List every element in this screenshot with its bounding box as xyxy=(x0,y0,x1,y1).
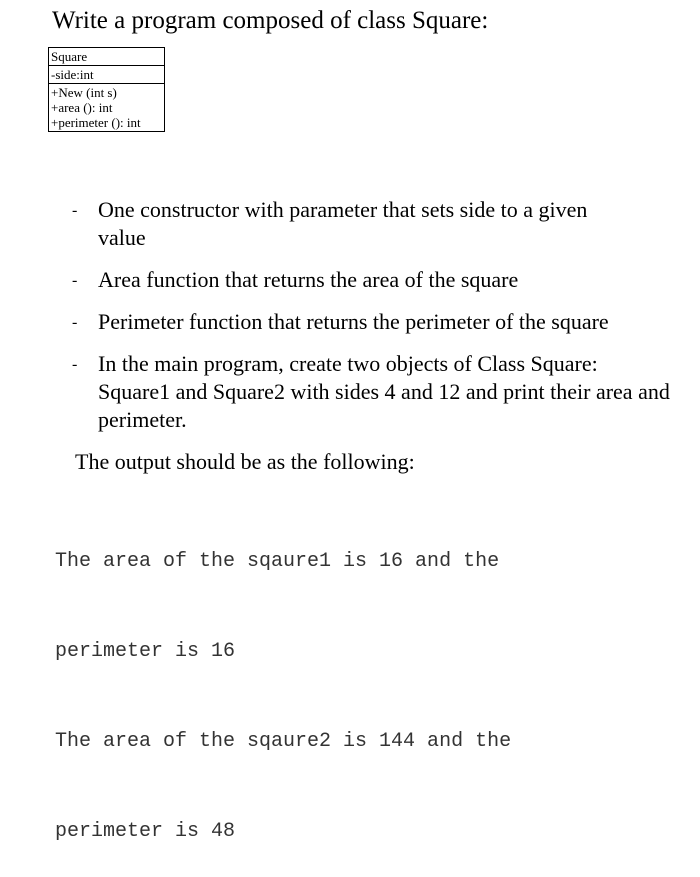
bullet-dash: - xyxy=(72,314,78,331)
output-line: The area of the sqaure1 is 16 and the xyxy=(55,550,500,573)
requirement-text: In the main program, create two objects of Class Square: Square1 and Square2 with sides 4 and 12 and print their area and perimeter. xyxy=(98,350,672,434)
uml-method: +perimeter (): int xyxy=(51,115,141,130)
uml-class-name: Square xyxy=(51,49,88,64)
uml-class-diagram xyxy=(48,47,165,132)
output-label: The output should be as the following: xyxy=(75,449,415,474)
requirement-text: Perimeter function that returns the perimeter of the square xyxy=(98,309,609,334)
output-line: perimeter is 48 xyxy=(55,820,236,843)
uml-class-name-section xyxy=(49,48,164,66)
uml-attribute: -side:int xyxy=(51,67,94,82)
expected-output xyxy=(55,487,511,877)
requirement-continuation: Square1 and Square2 with sides 4 and 12 and print their area and perimeter. xyxy=(98,379,670,432)
uml-method: +area (): int xyxy=(51,100,113,115)
bullet-dash: - xyxy=(72,356,78,373)
uml-methods-section xyxy=(49,84,164,131)
requirement-constructor xyxy=(72,196,672,252)
uml-method: +New (int s) xyxy=(51,85,117,100)
uml-attributes-section xyxy=(49,66,164,84)
requirement-perimeter xyxy=(72,308,672,336)
page-title: Write a program composed of class Square: xyxy=(52,7,489,34)
requirement-text: Area function that returns the area of the square xyxy=(98,267,519,292)
output-line: The area of the sqaure2 is 144 and the xyxy=(55,730,512,753)
requirement-main-program xyxy=(72,350,672,434)
bullet-dash: - xyxy=(72,272,78,289)
output-line: perimeter is 16 xyxy=(55,640,236,663)
bullet-dash: - xyxy=(72,202,78,219)
requirement-continuation: value xyxy=(98,225,146,250)
requirement-text: One constructor with parameter that sets side to a given value xyxy=(98,196,672,252)
requirement-area xyxy=(72,266,672,294)
requirements-list xyxy=(72,196,672,448)
